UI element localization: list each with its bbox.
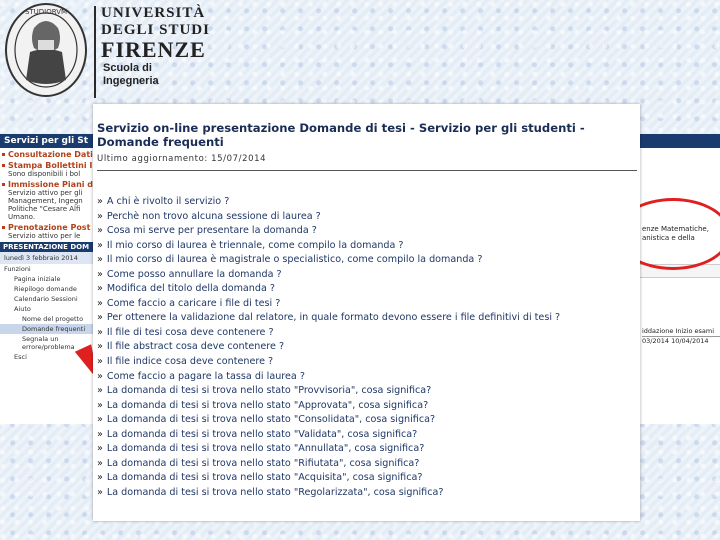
- faq-question: Come faccio a caricare i file di tesi ?: [106, 297, 281, 309]
- faq-item[interactable]: [97, 399, 560, 414]
- nav-functions[interactable]: Funzioni: [4, 265, 31, 273]
- bullet-icon: »: [97, 283, 103, 295]
- right-text: enze Matematiche, anistica e della: [642, 225, 709, 242]
- nav-exit[interactable]: Esci: [14, 353, 27, 361]
- faq-list: [97, 195, 560, 500]
- faq-question: La domanda di tesi si trova nello stato "Validata", cosa significa?: [106, 428, 418, 440]
- faq-item[interactable]: [97, 413, 560, 428]
- faq-panel: [93, 104, 640, 521]
- faq-question: La domanda di tesi si trova nello stato "Regolarizzata", cosa significa?: [106, 486, 444, 498]
- faq-question: Perchè non trovo alcuna sessione di laurea ?: [106, 210, 321, 222]
- faq-item[interactable]: [97, 253, 560, 268]
- faq-question: La domanda di tesi si trova nello stato "Provvisoria", cosa significa?: [106, 385, 432, 397]
- title-divider: [97, 170, 637, 171]
- university-name: [101, 6, 210, 61]
- faq-item[interactable]: [97, 297, 560, 312]
- bullet-icon: »: [97, 254, 103, 266]
- faq-question: A chi è rivolto il servizio ?: [106, 196, 230, 207]
- bullet-icon: »: [97, 428, 103, 440]
- service-item[interactable]: [0, 159, 100, 178]
- bullet-icon: »: [97, 268, 103, 280]
- faq-item[interactable]: [97, 195, 560, 210]
- bullet-icon: »: [97, 443, 103, 455]
- bullet-icon: »: [97, 370, 103, 382]
- university-line-1: UNIVERSITÀ: [101, 5, 206, 21]
- nav-project-name[interactable]: Nome del progetto: [22, 315, 84, 323]
- faq-question: La domanda di tesi si trova nello stato "Consolidata", cosa significa?: [106, 414, 436, 426]
- faq-question: La domanda di tesi si trova nello stato "Approvata", cosa significa?: [106, 399, 429, 411]
- university-seal-icon: [4, 2, 88, 98]
- date-label: lunedì 3 febbraio 2014: [0, 252, 100, 264]
- nav-home[interactable]: Pagina iniziale: [14, 275, 61, 283]
- faq-item[interactable]: [97, 355, 560, 370]
- faq-question: Il mio corso di laurea è triennale, come compilo la domanda ?: [106, 239, 404, 251]
- background-app-right: [640, 134, 720, 424]
- bullet-icon: »: [97, 399, 103, 411]
- service-text: Servizio attivo per gli Management, Ingegn Politiche "Cesare Alfi Umano.: [8, 189, 83, 221]
- bullet-icon: »: [97, 225, 103, 237]
- school-line-1: Scuola di: [103, 62, 152, 74]
- nav-help[interactable]: Aiuto: [14, 305, 31, 313]
- faq-item[interactable]: [97, 224, 560, 239]
- faq-question: Per ottenere la validazione dal relatore, in quale formato devono essere i file definitivi di tesi ?: [106, 312, 561, 324]
- faq-item[interactable]: [97, 370, 560, 385]
- faq-question: Modifica del titolo della domanda ?: [106, 283, 275, 295]
- service-text: Sono disponibili i bol: [8, 170, 81, 178]
- header-divider: [94, 6, 96, 98]
- faq-question: Il file indice cosa deve contenere ?: [106, 356, 274, 368]
- page-title: Servizio on-line presentazione Domande di tesi - Servizio per gli studenti - Domande frequenti: [97, 121, 585, 149]
- right-bar: [640, 134, 720, 148]
- bullet-icon: »: [97, 297, 103, 309]
- svg-text:STUDIORVM: STUDIORVM: [24, 8, 68, 16]
- faq-item[interactable]: [97, 282, 560, 297]
- bullet-icon: »: [97, 341, 103, 353]
- faq-item[interactable]: [97, 471, 560, 486]
- bullet-icon: »: [97, 385, 103, 397]
- nav-faq[interactable]: Domande frequenti: [0, 324, 100, 334]
- bullet-icon: »: [97, 414, 103, 426]
- school-name: [103, 62, 159, 88]
- service-item[interactable]: [0, 178, 100, 221]
- faq-item[interactable]: [97, 210, 560, 225]
- faq-item[interactable]: [97, 457, 560, 472]
- presentation-bar: PRESENTAZIONE DOM: [0, 242, 100, 252]
- table-row: 03/2014 10/04/2014: [642, 337, 709, 345]
- bullet-icon: »: [97, 196, 103, 207]
- faq-item[interactable]: [97, 311, 560, 326]
- service-item[interactable]: [0, 148, 100, 159]
- faq-question: La domanda di tesi si trova nello stato "Rifiutata", cosa significa?: [106, 457, 420, 469]
- page-header: [0, 0, 720, 102]
- service-title: Consultazione Dati: [8, 150, 93, 159]
- university-line-2: DEGLI STUDI: [101, 22, 210, 38]
- table-header: iddazione Inizio esami: [642, 326, 720, 337]
- service-title: Immissione Piani d: [8, 180, 94, 189]
- faq-question: La domanda di tesi si trova nello stato "Acquisita", cosa significa?: [106, 472, 423, 484]
- faq-question: Il file abstract cosa deve contenere ?: [106, 341, 285, 353]
- bullet-icon: »: [97, 239, 103, 251]
- bullet-icon: »: [97, 472, 103, 484]
- faq-item[interactable]: [97, 340, 560, 355]
- faq-item[interactable]: [97, 428, 560, 443]
- service-title: Prenotazione Post: [8, 223, 91, 232]
- service-title: Stampa Bollettini I: [8, 161, 93, 170]
- nav-report-error[interactable]: Segnala un errore/problema: [22, 335, 75, 351]
- bullet-icon: »: [97, 312, 103, 324]
- bullet-icon: »: [97, 210, 103, 222]
- bullet-icon: »: [97, 457, 103, 469]
- bullet-icon: »: [97, 486, 103, 498]
- bullet-icon: »: [97, 356, 103, 368]
- background-app-left: [0, 134, 100, 424]
- school-line-2: Ingegneria: [103, 75, 159, 87]
- right-table: [640, 326, 720, 345]
- services-bar: Servizi per gli St: [0, 134, 100, 148]
- last-update: Ultimo aggiornamento: 15/07/2014: [97, 154, 267, 164]
- faq-item[interactable]: [97, 384, 560, 399]
- faq-question: Come posso annullare la domanda ?: [106, 268, 282, 280]
- faq-question: Il mio corso di laurea è magistrale o specialistico, come compilo la domanda ?: [106, 254, 483, 266]
- nav-summary[interactable]: Riepilogo domande: [14, 285, 77, 293]
- faq-item[interactable]: [97, 442, 560, 457]
- faq-question: Cosa mi serve per presentare la domanda ?: [106, 225, 317, 237]
- bullet-icon: »: [97, 326, 103, 338]
- faq-item[interactable]: [97, 326, 560, 341]
- service-item[interactable]: [0, 221, 100, 240]
- faq-item[interactable]: [97, 268, 560, 283]
- faq-item[interactable]: [97, 486, 560, 501]
- faq-question: Il file di tesi cosa deve contenere ?: [106, 326, 274, 338]
- nav-calendar[interactable]: Calendario Sessioni: [14, 295, 78, 303]
- service-text: Servizio attivo per le: [8, 232, 81, 240]
- university-line-3: FIRENZE: [101, 37, 206, 62]
- faq-question: La domanda di tesi si trova nello stato "Annullata", cosa significa?: [106, 443, 425, 455]
- faq-item[interactable]: [97, 239, 560, 254]
- faq-question: Come faccio a pagare la tassa di laurea ?: [106, 370, 305, 382]
